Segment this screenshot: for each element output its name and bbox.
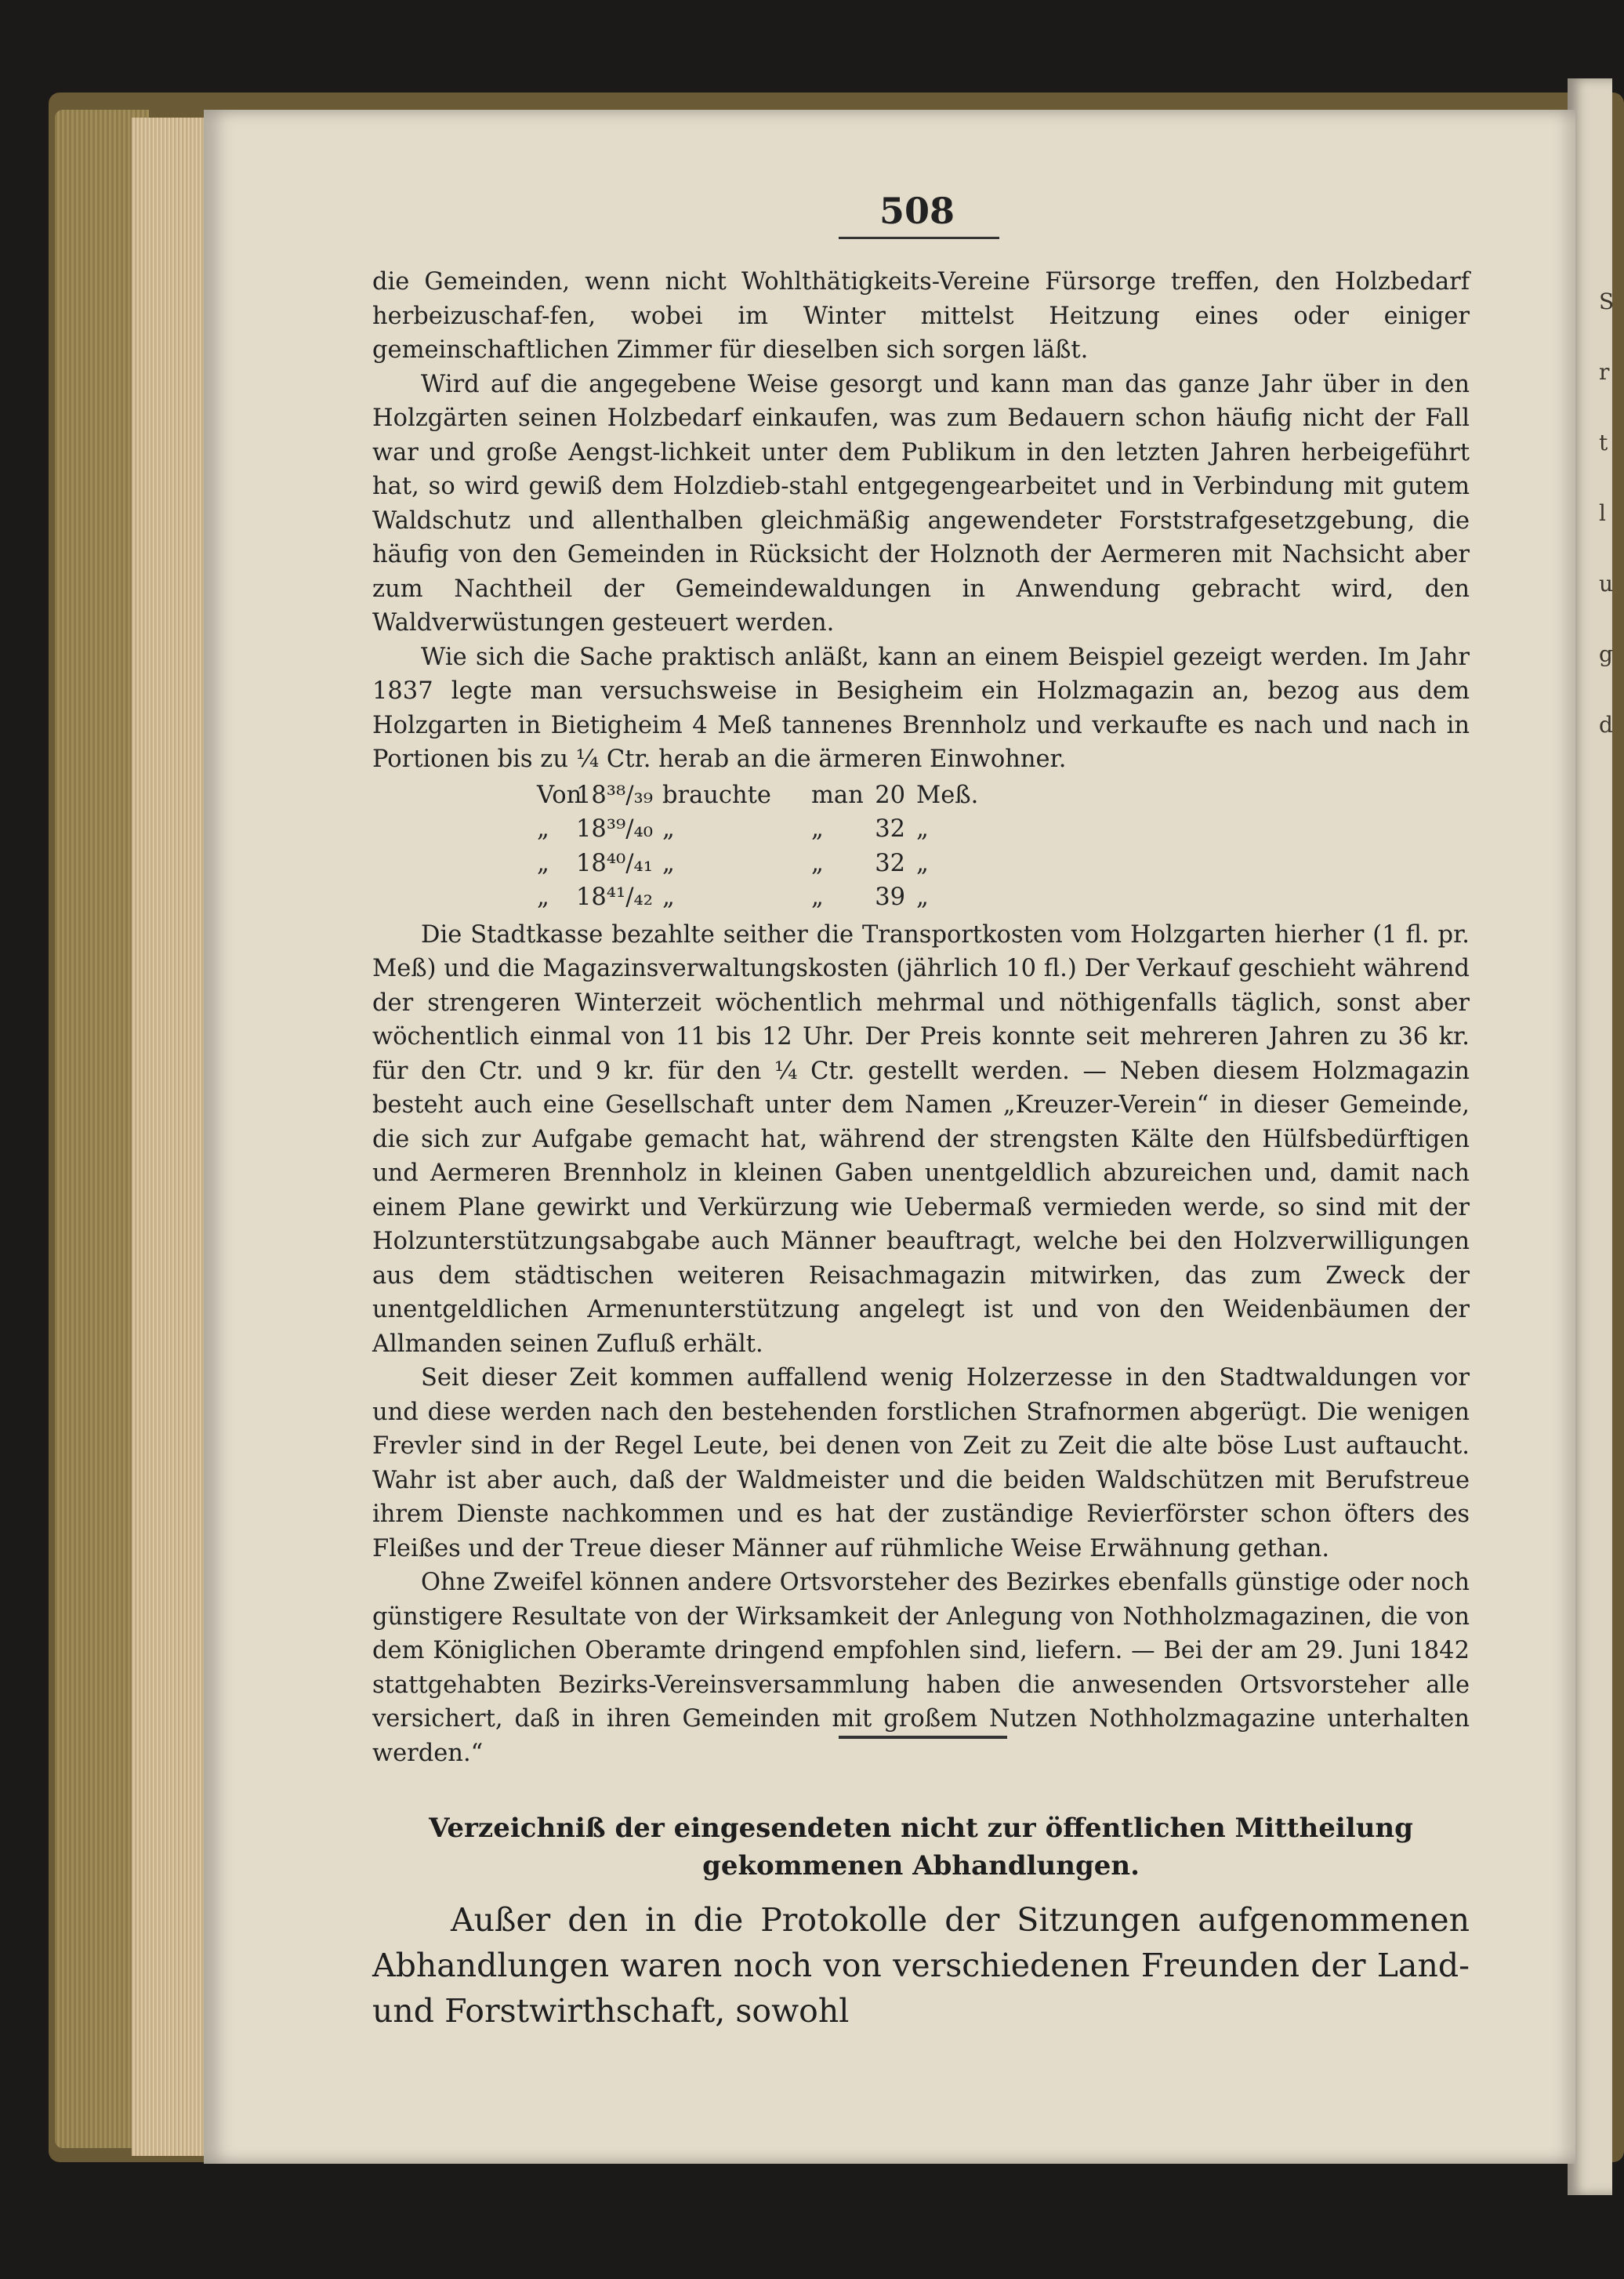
ledger-amount: 32 (875, 849, 905, 877)
ledger-row (537, 880, 1470, 915)
ledger-amount: 32 (875, 815, 905, 843)
paragraph-4: Die Stadtkasse bezahlte seither die Transportkosten vom Holzgarten hierher (1 fl. pr. Meß) und die Magazinsverwaltungskosten (jährlich 10 fl.) Der Verkauf geschieht während der strengeren Winterzeit wöchentlich mehrmal und nöthigenfalls täglich, sonst aber wöchentlich einmal von 11 bis 12 Uhr. Der Preis konnte seit mehreren Jahren zu 36 kr. für den Ctr. und 9 kr. für den ¼ Ctr. gestellt werden. — Neben diesem Holzmagazin besteht auch eine Gesellschaft unter dem Namen „Kreuzer-Verein“ in dieser Gemeinde, die sich zur Aufgabe gemacht hat, während der strengsten Kälte den Hülfsbedürftigen und Aermeren Brennholz in kleinen Gaben unentgeldlich abzureichen und, damit nach einem Plane gewirkt und Verkürzung wie Uebermaß vermieden werde, so sind mit der Holzunterstützungsabgabe auch Männer beauftragt, welche bei den Holzverwilligungen aus dem städtischen weiteren Reisachmagazin mitwirken, das zum Zweck der unentgeldlichen Armenunterstützung angelegt ist und von den Weidenbäumen der Allmanden seinen Zufluß erhält. (372, 920, 1470, 1358)
ledger-year: 18³⁸/₃₉ (576, 781, 653, 809)
ledger-year: 18⁴⁰/₄₁ (576, 849, 653, 877)
section-body (372, 1897, 1470, 2034)
ledger-year: 18⁴¹/₄₂ (576, 884, 653, 911)
ledger-word: „ (811, 815, 824, 843)
page-number: 508 (879, 190, 955, 232)
paragraph-5: Seit dieser Zeit kommen auffallend wenig Holzerzesse in den Stadtwaldungen vor und diese werden nach den bestehenden forstlichen Strafnormen abgerügt. Die wenigen Frevler sind in der Regel Leute, bei denen von Zeit zu Zeit die alte böse Lust auftaucht. Wahr ist aber auch, daß der Waldmeister und die beiden Waldschützen mit Berufstreue ihrem Dienste nachkommen und es hat der zuständige Revierförster schon öfters des Fleißes und der Treue dieser Männer auf rühmliche Weise Erwähnung gethan. (372, 1364, 1470, 1562)
ledger-unit: Meß. (916, 781, 979, 809)
ledger-row (537, 778, 1470, 813)
ledger-lead: „ (537, 849, 549, 877)
ledger-word: „ (811, 884, 824, 911)
section-paragraph: Außer den in die Protokolle der Sitzungen aufgenommenen Abhandlungen waren noch von verschiedenen Freunden der Land- und Forstwirthschaft, sowohl (372, 1901, 1470, 2030)
ledger-lead: Von (537, 781, 582, 809)
section-heading: Verzeichniß der eingesendeten nicht zur öffentlichen Mittheilung gekommenen Abhandlungen. (429, 1813, 1413, 1882)
ledger-verb: „ (662, 849, 675, 877)
ledger-amount: 39 (875, 884, 905, 911)
paragraph-3: Wie sich die Sache praktisch anläßt, kann an einem Beispiel gezeigt werden. Im Jahr 1837 legte man versuchsweise in Besigheim ein Holzmagazin an, bezog aus dem Holzgarten in Bietigheim 4 Meß tannenes Brennholz und verkaufte es nach und nach in Portionen bis zu ¼ Ctr. herab an die ärmeren Einwohner. (372, 643, 1470, 773)
consumption-ledger (537, 778, 1470, 915)
paragraph-1: die Gemeinden, wenn nicht Wohlthätigkeits-Vereine Fürsorge treffen, den Holzbedarf herbeizuschaf-fen, wobei im Winter mittelst Heitzung eines oder einiger gemeinschaftlichen Zimmer für dieselben sich sorgen läßt. (372, 268, 1470, 364)
paragraph-2: Wird auf die angegebene Weise gesorgt und kann man das ganze Jahr über in den Holzgärten seinen Holzbedarf einkaufen, was zum Bedauern schon häufig nicht der Fall war und große Aengst-lichkeit unter dem Publikum in den letzten Jahren herbeigeführt hat, so wird gewiß dem Holzdieb-stahl entgegengearbeitet und in Verbindung mit gutem Waldschutz und allenthalben gleichmäßig angewendeter Forststrafgesetzgebung, die häufig von den Gemeinden in Rücksicht der Holznoth der Aermeren mit Nachsicht aber zum Nachtheil der Gemeindewaldungen in Anwendung gebracht wird, den Waldverwüstungen gesteuert werden. (372, 370, 1470, 637)
ledger-verb: brauchte (662, 781, 771, 809)
ledger-word: „ (811, 849, 824, 877)
ledger-amount: 20 (875, 781, 905, 809)
ledger-year: 18³⁹/₄₀ (576, 815, 653, 843)
paragraph-6: Ohne Zweifel können andere Ortsvorsteher des Bezirkes ebenfalls günstige oder noch günstigere Resultate von der Wirksamkeit der Anlegung von Nothholzmagazinen, die von dem Königlichen Oberamte dringend empfohlen sind, liefern. — Bei der am 29. Juni 1842 stattgehabten Bezirks-Vereinsversammlung haben die anwesenden Ortsvorsteher alle versichert, daß in ihren Gemeinden mit großem Nutzen Nothholzmagazine unterhalten werden.“ (372, 1569, 1470, 1767)
ledger-verb: „ (662, 815, 675, 843)
ledger-lead: „ (537, 815, 549, 843)
ledger-word: man (811, 781, 864, 809)
ledger-lead: „ (537, 884, 549, 911)
header-rule (839, 237, 999, 239)
ledger-unit: „ (916, 849, 929, 877)
ledger-unit: „ (916, 815, 929, 843)
ledger-row (537, 812, 1470, 847)
ledger-unit: „ (916, 884, 929, 911)
body-text (372, 265, 1470, 1770)
ledger-row (537, 847, 1470, 881)
section-divider (839, 1736, 1007, 1739)
ledger-verb: „ (662, 884, 675, 911)
facing-page-glyphs: S r t l u g d (1599, 289, 1615, 738)
